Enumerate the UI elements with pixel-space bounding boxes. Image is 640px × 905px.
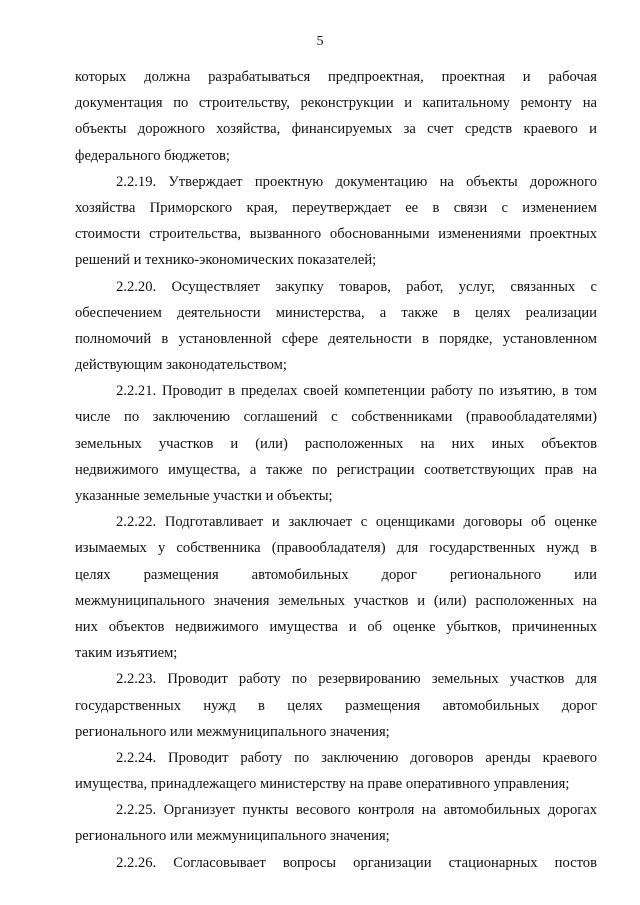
paragraph-2-2-20 — [75, 274, 597, 379]
text-line: числе по заключению соглашений с собственниками (правообладателями) — [75, 409, 597, 426]
text-line: 2.2.24. Проводит работу по заключению договоров аренды краевого — [116, 749, 597, 766]
text-line: регионального или межмуниципального значения; — [75, 723, 390, 740]
paragraph-2-2-21 — [75, 378, 597, 509]
paragraph-continuation — [75, 64, 597, 169]
text-line: документация по строительству, реконструкции и капитальному ремонту на — [75, 95, 597, 112]
text-line: обеспечением деятельности министерства, а также в целях реализации — [75, 304, 597, 321]
text-line: стоимости строительства, вызванного обоснованными изменениями проектных — [75, 226, 597, 243]
text-line: них объектов недвижимого имущества и об оценке убытков, причиненных — [75, 618, 597, 635]
text-line: хозяйства Приморского края, переутверждает ее в связи с изменением — [75, 199, 597, 216]
text-line: 2.2.25. Организует пункты весового контроля на автомобильных дорогах — [116, 802, 597, 819]
text-line: которых должна разрабатываться предпроектная, проектная и рабочая — [75, 69, 597, 85]
text-line: земельных участков и (или) расположенных на них иных объектов — [75, 435, 597, 452]
paragraph-2-2-26 — [75, 850, 597, 876]
text-line: 2.2.22. Подготавливает и заключает с оценщиками договоры об оценке — [116, 514, 597, 531]
text-line: целях размещения автомобильных дорог регионального или — [75, 566, 597, 583]
text-line: имущества, принадлежащего министерству на праве оперативного управления; — [75, 776, 570, 793]
text-line: 2.2.19. Утверждает проектную документацию на объекты дорожного — [116, 173, 597, 190]
text-line: регионального или межмуниципального значения; — [75, 828, 390, 845]
text-line: указанные земельные участки и объекты; — [75, 488, 333, 504]
text-line: 2.2.21. Проводит в пределах своей компетенции работу по изъятию, в том — [116, 383, 597, 400]
paragraph-2-2-22 — [75, 509, 597, 666]
text-line: 2.2.26. Согласовывает вопросы организации стационарных постов — [116, 854, 597, 871]
text-line: изымаемых у собственника (правообладателя) для государственных нужд в — [75, 540, 597, 557]
text-line: 2.2.20. Осуществляет закупку товаров, работ, услуг, связанных с — [116, 278, 597, 295]
paragraph-2-2-19 — [75, 169, 597, 274]
text-line: недвижимого имущества, а также по регистрации соответствующих прав на — [75, 461, 597, 478]
paragraph-2-2-24 — [75, 745, 597, 797]
text-line: федерального бюджетов; — [75, 147, 230, 164]
text-line: межмуниципального значения земельных участков и (или) расположенных на — [75, 592, 597, 609]
text-line: решений и технико-экономических показателей; — [75, 252, 377, 269]
text-line: 2.2.23. Проводит работу по резервированию земельных участков для — [116, 671, 597, 688]
page-number: 5 — [316, 34, 324, 49]
text-line: объекты дорожного хозяйства, финансируемых за счет средств краевого и — [75, 121, 597, 138]
paragraph-2-2-25 — [75, 797, 597, 849]
paragraph-2-2-23 — [75, 666, 597, 745]
text-line: таким изъятием; — [75, 645, 178, 662]
text-line: государственных нужд в целях размещения автомобильных дорог — [75, 697, 597, 714]
text-line: полномочий в установленной сфере деятельности в порядке, установленном — [75, 330, 597, 347]
text-line: действующим законодательством; — [75, 357, 287, 374]
document-body — [75, 64, 597, 876]
